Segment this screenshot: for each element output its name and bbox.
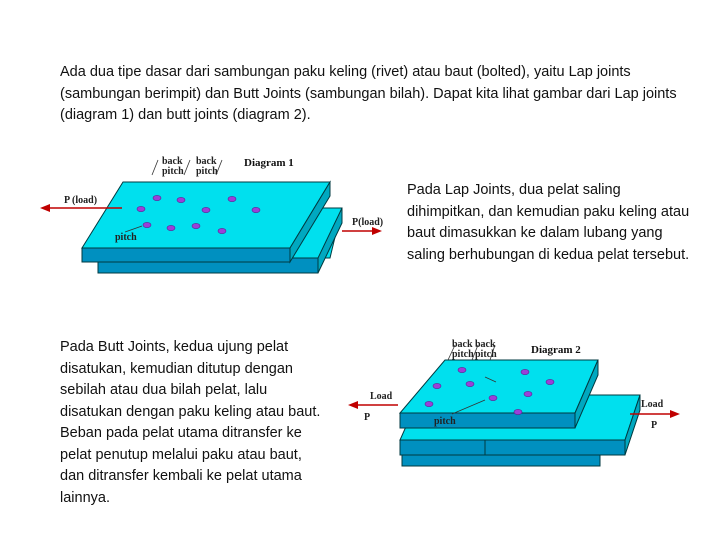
intro-paragraph: Ada dua tipe dasar dari sambungan paku keling (rivet) atau baut (bolted), yaitu Lap joints (sambungan berimpit) dan Butt Joints (sambungan bilah). Dapat kita lihat gambar dari Lap joints (diagram 1) dan butt joints (diagram 2). — [60, 64, 677, 123]
rivet — [489, 395, 497, 400]
lap-back-label-2: back — [196, 156, 217, 167]
butt-pitch-label-1: pitch — [452, 349, 474, 360]
lap-joint-description: Pada Lap Joints, dua pelat saling dihimpitkan, dan kemudian paku keling atau baut dimasukkan ke dalam lubang yang saling berhubungan di kedua pelat tersebut. — [407, 182, 690, 263]
butt-pitch-label-2: pitch — [475, 349, 497, 360]
lap-load-right-label: P(load) — [352, 217, 384, 228]
butt-top-cover-front — [400, 413, 575, 428]
rivet — [521, 369, 529, 374]
rivet — [433, 383, 441, 388]
lap-back-label-1: back — [162, 156, 183, 167]
lap-load-left-label: P (load) — [64, 195, 98, 206]
butt-p-left-label: P — [364, 412, 371, 423]
rivet — [546, 379, 554, 384]
lap-pitch-label-1: pitch — [162, 166, 184, 177]
rivet — [425, 401, 433, 406]
butt-bottom-cover-front — [402, 455, 600, 466]
butt-back-label-1: back — [452, 339, 473, 350]
butt-load-right-label: Load — [641, 399, 664, 410]
rivet — [458, 367, 466, 372]
butt-load-left-label: Load — [370, 391, 393, 402]
butt-load-arrow-left — [348, 401, 398, 409]
butt-main-plate-left-front — [400, 440, 485, 455]
butt-pitch-label: pitch — [434, 416, 456, 427]
rivet — [466, 381, 474, 386]
butt-joint-description: Pada Butt Joints, kedua ujung pelat disatukan, kemudian ditutup dengan sebilah atau dua bilah pelat, lalu disatukan dengan paku keling atau baut. Beban pada pelat utama ditransfer ke pelat penutup melalui paku atau baut, dan ditransfer kembali ke pelat utama lainnya. — [60, 339, 321, 506]
butt-p-right-label: P — [651, 420, 658, 431]
butt-back-label-2: back — [475, 339, 496, 350]
butt-main-plate-right-front — [485, 440, 625, 455]
diagram1-title: Diagram 1 — [244, 157, 294, 169]
lap-pitch-label-2: pitch — [196, 166, 218, 177]
lap-pitch-label: pitch — [115, 232, 137, 243]
diagram2-title: Diagram 2 — [531, 344, 581, 356]
rivet — [514, 409, 522, 414]
rivet — [524, 391, 532, 396]
